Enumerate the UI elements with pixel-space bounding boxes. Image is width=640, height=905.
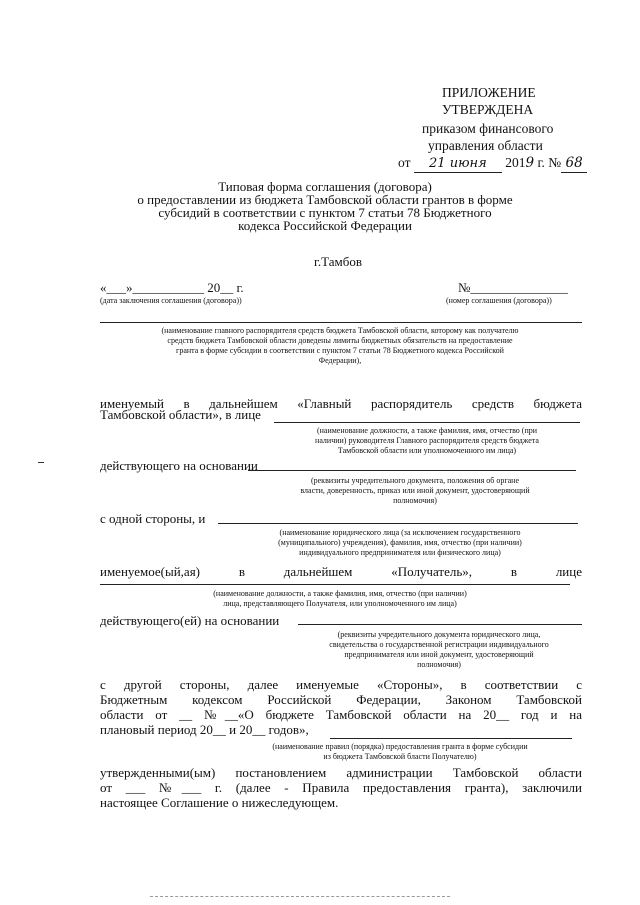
para1-line2: Тамбовской области», в лице: [100, 407, 261, 422]
para6-line4: плановый период 20__ и 20__ годов»,: [100, 722, 309, 737]
note6-line2: свидетельства о государственной регистрации индивидуального: [329, 640, 549, 649]
agreement-number-field: №_______________: [458, 280, 568, 295]
note4-line3: индивидуального предпринимателя или физического лица): [299, 548, 501, 557]
agreement-date-field: «___»___________ 20__ г.: [100, 280, 244, 295]
title-line-2: о предоставлении из бюджета Тамбовской области грантов в форме: [137, 192, 513, 207]
note2-line1: (наименование должности, а также фамилия, имя, отчество (при: [316, 426, 538, 435]
para6-line1: с другой стороны, далее именуемые «Стороны», в соответствии с: [100, 677, 582, 692]
rules-caption: [220, 742, 580, 762]
year-suffix: г. №: [537, 155, 562, 170]
approval-paragraph: [100, 765, 582, 810]
parties-paragraph: [100, 677, 582, 737]
date-handwritten: 21 июня: [414, 155, 502, 173]
city: г.Тамбов: [314, 254, 362, 269]
para4: именуемое(ый,ая) в дальнейшем «Получатель», в лице: [100, 564, 582, 579]
para7-line1: утвержденными(ым) постановлением администрации Тамбовской области: [100, 765, 582, 780]
date-prefix: от: [398, 155, 411, 170]
recipient-rep-line: [100, 584, 570, 585]
note7-line2: из бюджета Тамбовской бласти Получателю): [323, 752, 477, 761]
title-line-4: кодекса Российской Федерации: [238, 218, 412, 233]
note5-line1: (наименование должности, а также фамилия, имя, отчество (при наличии): [213, 589, 467, 598]
note7-line1: (наименование правил (порядка) предоставления гранта в форме субсидии: [272, 742, 528, 751]
note5-line2: лица, представляющего Получателя, или уполномоченного им лица): [223, 599, 457, 608]
year-handwritten: 9: [525, 155, 535, 171]
note4-line2: (муниципального) учреждения), фамилия, имя, отчество (при наличии): [278, 538, 522, 547]
grantor-name-line: [100, 322, 582, 323]
recipient-name-line: [218, 523, 578, 524]
note3-line1: (реквизиты учредительного документа, положения об органе: [310, 476, 520, 485]
para7-line3: настоящее Соглашение о нижеследующем.: [100, 795, 339, 810]
number-handwritten: 68: [561, 155, 587, 173]
note4-line1: (наименование юридического лица (за исключением государственного: [279, 528, 521, 537]
note1-line2: средств бюджета Тамбовской области доведены лимиты бюджетных обязательств на предоставление: [167, 336, 513, 345]
recipient-rep-caption: [100, 589, 580, 609]
note3-line2: власти, доверенность, приказ или иной документ, удостоверяющий: [300, 486, 530, 495]
title-line-1: Типовая форма соглашения (договора): [218, 179, 432, 194]
recipient-basis-line: [298, 624, 582, 625]
recipient-basis-caption: [296, 630, 582, 670]
header-department: управления области: [428, 138, 543, 153]
document-title: [90, 180, 560, 232]
grantor-name-caption: [100, 326, 580, 366]
header-approved: УТВЕРЖДЕНА: [442, 102, 534, 117]
representative-line: [274, 422, 580, 423]
para6-line3: области от __ №__«О бюджете Тамбовской области на 20__ год и на: [100, 707, 582, 722]
para6-line2: Бюджетным кодексом Российской Федерации, Законом Тамбовской: [100, 692, 582, 707]
para5: действующего(ей) на основании: [100, 613, 280, 628]
header-date-line: [398, 154, 587, 173]
basis-caption: [250, 476, 580, 506]
header-appendix: ПРИЛОЖЕНИЕ: [442, 85, 536, 100]
para7-line2: от ___ №___ г. (далее - Правила предоставления гранта), заключили: [100, 780, 582, 795]
note6-line1: (реквизиты учредительного документа юридического лица,: [337, 630, 541, 639]
basis-line: [248, 470, 576, 471]
note2-line2: наличии) руководителя Главного распорядителя средств бюджета: [315, 436, 539, 445]
agreement-date-caption: (дата заключения соглашения (договора)): [100, 296, 242, 305]
note2-line3: Тамбовской области или уполномоченного им лица): [337, 446, 517, 455]
note3-line3: полномочия): [393, 496, 437, 505]
note1-line3: гранта в форме субсидии в соответствии с пунктом 7 статьи 78 Бюджетного кодекса Российской: [176, 346, 504, 355]
note1-line1: (наименование главного распорядителя средств бюджета Тамбовской области, которому как получателю: [161, 326, 519, 335]
page-bottom-artifacts: [150, 896, 450, 898]
rules-line: [330, 738, 572, 739]
note6-line3: предпринимателя или иной документ, удостоверяющий: [344, 650, 534, 659]
title-line-3: субсидий в соответствии с пунктом 7 статьи 78 Бюджетного: [158, 205, 492, 220]
para1-line1: именуемый в дальнейшем «Главный распорядитель средств бюджета: [100, 396, 582, 411]
para2: действующего на основании: [100, 458, 258, 473]
note6-line4: полномочия): [417, 660, 461, 669]
year-prefix: 201: [505, 155, 526, 170]
agreement-number-caption: (номер соглашения (договора)): [446, 296, 552, 305]
scan-mark: [38, 462, 44, 463]
representative-caption: [272, 426, 582, 456]
note1-line4: Федерации),: [318, 356, 362, 365]
para3: с одной стороны, и: [100, 511, 206, 526]
header-order: приказом финансового: [422, 121, 554, 136]
recipient-name-caption: [220, 528, 580, 558]
